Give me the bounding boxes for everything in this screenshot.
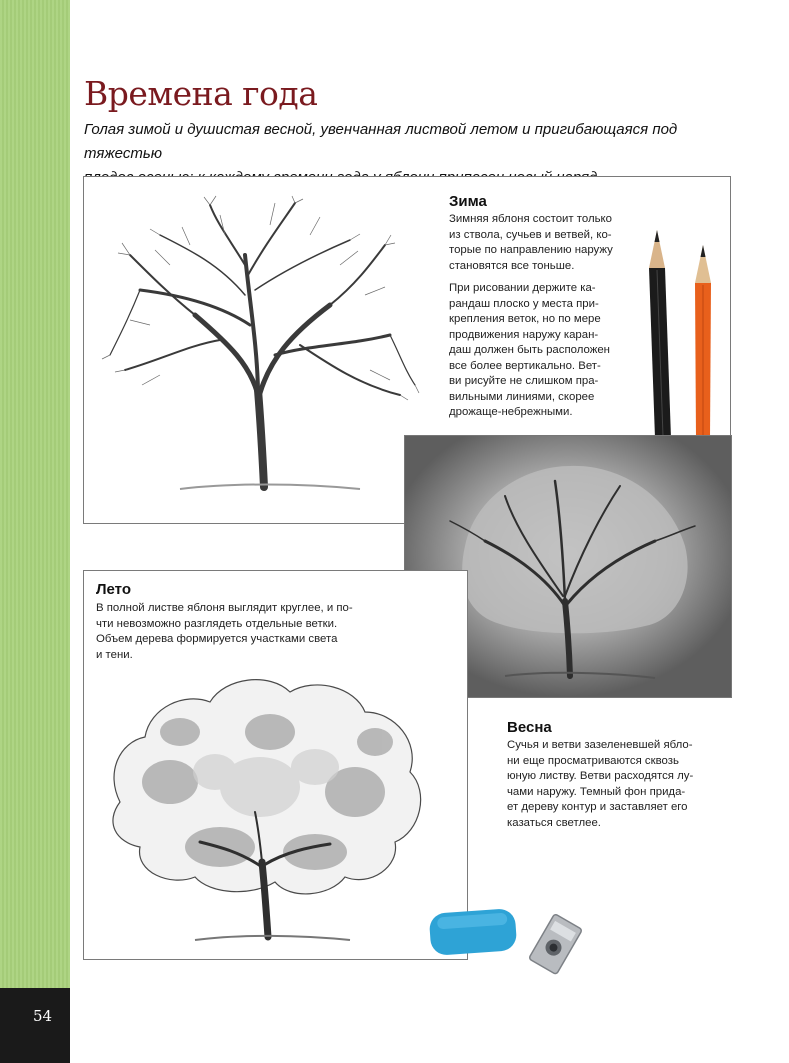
summer-tree-drawing xyxy=(100,672,430,947)
spring-paragraph xyxy=(507,738,737,831)
winter-p2-line: продвижения наружу каран- xyxy=(449,328,599,341)
winter-p2-line: вильными линиями, скорее xyxy=(449,390,595,403)
spring-heading: Весна xyxy=(507,719,552,736)
winter-p2-line: даш должен быть расположен xyxy=(449,344,610,356)
summer-p1-line: Объем дерева формируется участками света xyxy=(96,633,338,645)
summer-paragraph xyxy=(96,601,396,663)
winter-heading: Зима xyxy=(449,193,487,210)
green-sidebar xyxy=(0,0,70,988)
winter-p2-line: дрожаще-небрежными. xyxy=(449,406,573,418)
spring-p1-line: ни еще просматриваются сквозь xyxy=(507,754,679,767)
winter-p2-line: крепления веток, но по мере xyxy=(449,313,601,325)
spring-p1-line: казаться светлее. xyxy=(507,816,601,829)
winter-p1-line: из ствола, сучьев и ветвей, ко- xyxy=(449,228,612,241)
winter-p2-line: При рисовании держите ка- xyxy=(449,282,596,294)
summer-p1-line: и тени. xyxy=(96,648,133,661)
summer-heading: Лето xyxy=(96,581,131,598)
winter-p1-line: становятся все тоньше. xyxy=(449,259,575,272)
spring-p1-line: Сучья и ветви зазеленевшей ябло- xyxy=(507,739,693,751)
spring-p1-line: ет дереву контур и заставляет его xyxy=(507,801,688,813)
winter-paragraph-2 xyxy=(449,281,639,421)
winter-p2-line: все более вертикально. Вет- xyxy=(449,359,601,372)
subtitle-line-1: Голая зимой и душистая весной, увенчанная листвой летом и пригибающаяся под тяжестью xyxy=(84,121,678,162)
page-number-box xyxy=(0,988,70,1063)
winter-p2-line: рандаш плоско у места при- xyxy=(449,297,599,310)
eraser-icon xyxy=(428,905,520,957)
spring-p1-line: чами наружу. Темный фон прида- xyxy=(507,785,686,798)
winter-tree-drawing xyxy=(100,195,420,500)
pencil-orange-icon xyxy=(688,245,718,440)
pencil-black-icon xyxy=(643,230,673,440)
summer-p1-line: В полной листве яблоня выглядит круглее, и по- xyxy=(96,602,353,614)
winter-p2-line: ви рисуйте не слишком пра- xyxy=(449,375,599,387)
winter-paragraph-1 xyxy=(449,212,639,274)
winter-p1-line: торые по направлению наружу xyxy=(449,244,613,256)
page-title: Времена года xyxy=(84,74,318,113)
page-number: 54 xyxy=(33,1007,53,1025)
spring-p1-line: юную листву. Ветви расходятся лу- xyxy=(507,770,694,782)
winter-p1-line: Зимняя яблоня состоит только xyxy=(449,213,613,225)
summer-p1-line: чти невозможно разглядеть отдельные ветки. xyxy=(96,617,338,630)
sharpener-icon xyxy=(525,910,585,980)
